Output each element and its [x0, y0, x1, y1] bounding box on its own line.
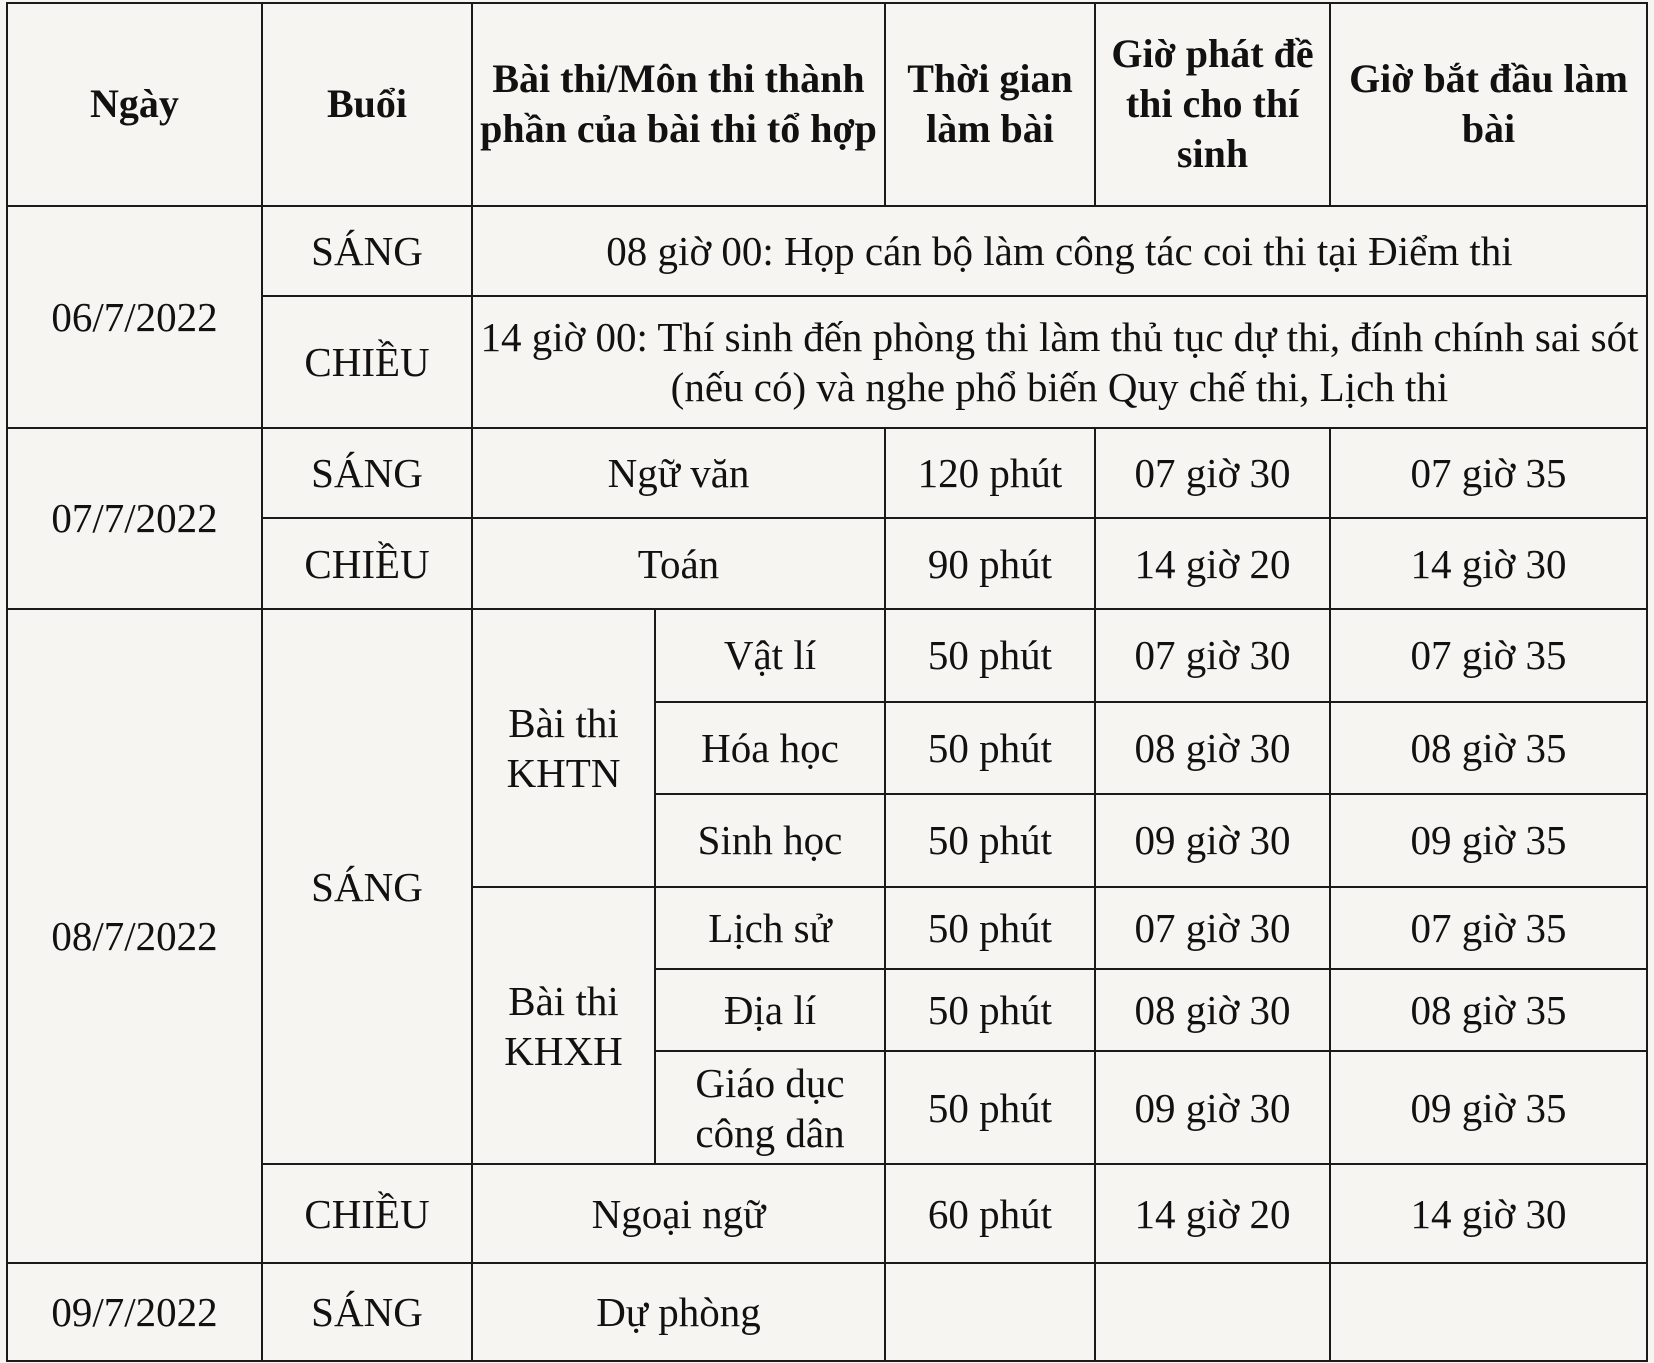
subject-cell: Sinh học — [655, 794, 885, 887]
table-row — [7, 1263, 1647, 1361]
duration-cell: 120 phút — [885, 428, 1095, 519]
note-cell: 08 giờ 00: Họp cán bộ làm công tác coi thi tại Điểm thi — [472, 206, 1647, 297]
duration-cell: 90 phút — [885, 518, 1095, 609]
duration-cell: 50 phút — [885, 887, 1095, 969]
subject-cell: Lịch sử — [655, 887, 885, 969]
start-time-cell: 14 giờ 30 — [1330, 518, 1647, 609]
start-time-cell: 09 giờ 35 — [1330, 1051, 1647, 1164]
subject-cell: Địa lí — [655, 969, 885, 1051]
start-time-cell: 09 giờ 35 — [1330, 794, 1647, 887]
subject-cell: Giáo dục công dân — [655, 1051, 885, 1164]
start-time-cell: 07 giờ 35 — [1330, 887, 1647, 969]
duration-cell: 50 phút — [885, 609, 1095, 702]
table-row — [7, 206, 1647, 297]
session-cell: SÁNG — [262, 1263, 472, 1361]
handout-time-cell: 07 giờ 30 — [1095, 887, 1330, 969]
duration-cell — [885, 1263, 1095, 1361]
subject-cell: Hóa học — [655, 702, 885, 795]
handout-time-cell: 08 giờ 30 — [1095, 702, 1330, 795]
date-cell: 09/7/2022 — [7, 1263, 262, 1361]
start-time-cell: 07 giờ 35 — [1330, 428, 1647, 519]
header-gio-bat-dau: Giờ bắt đầu làm bài — [1330, 3, 1647, 206]
handout-time-cell: 14 giờ 20 — [1095, 518, 1330, 609]
handout-time-cell: 14 giờ 20 — [1095, 1164, 1330, 1263]
handout-time-cell: 09 giờ 30 — [1095, 1051, 1330, 1164]
header-mon-thi: Bài thi/Môn thi thành phần của bài thi tổ hợp — [472, 3, 885, 206]
subject-cell: Dự phòng — [472, 1263, 885, 1361]
session-cell: SÁNG — [262, 428, 472, 519]
duration-cell: 50 phút — [885, 794, 1095, 887]
table-row — [7, 609, 1647, 702]
start-time-cell: 08 giờ 35 — [1330, 702, 1647, 795]
header-buoi: Buổi — [262, 3, 472, 206]
session-cell: CHIỀU — [262, 518, 472, 609]
start-time-cell — [1330, 1263, 1647, 1361]
handout-time-cell: 09 giờ 30 — [1095, 794, 1330, 887]
subject-cell: Ngoại ngữ — [472, 1164, 885, 1263]
duration-cell: 60 phút — [885, 1164, 1095, 1263]
duration-cell: 50 phút — [885, 969, 1095, 1051]
exam-schedule-table — [6, 2, 1648, 1362]
subject-cell: Toán — [472, 518, 885, 609]
session-cell: CHIỀU — [262, 296, 472, 428]
header-thoi-gian: Thời gian làm bài — [885, 3, 1095, 206]
note-cell: 14 giờ 00: Thí sinh đến phòng thi làm thủ tục dự thi, đính chính sai sót (nếu có) và nghe phổ biến Quy chế thi, Lịch thi — [472, 296, 1647, 428]
date-cell: 07/7/2022 — [7, 428, 262, 609]
subject-cell: Vật lí — [655, 609, 885, 702]
khtn-group-cell: Bài thi KHTN — [472, 609, 655, 887]
header-row — [7, 3, 1647, 206]
session-cell: SÁNG — [262, 609, 472, 1164]
session-cell: CHIỀU — [262, 1164, 472, 1263]
khxh-group-cell: Bài thi KHXH — [472, 887, 655, 1165]
date-cell: 08/7/2022 — [7, 609, 262, 1263]
subject-cell: Ngữ văn — [472, 428, 885, 519]
table-row — [7, 428, 1647, 519]
start-time-cell: 14 giờ 30 — [1330, 1164, 1647, 1263]
duration-cell: 50 phút — [885, 1051, 1095, 1164]
duration-cell: 50 phút — [885, 702, 1095, 795]
handout-time-cell: 07 giờ 30 — [1095, 609, 1330, 702]
start-time-cell: 07 giờ 35 — [1330, 609, 1647, 702]
header-ngay: Ngày — [7, 3, 262, 206]
start-time-cell: 08 giờ 35 — [1330, 969, 1647, 1051]
header-gio-phat-de: Giờ phát đề thi cho thí sinh — [1095, 3, 1330, 206]
date-cell: 06/7/2022 — [7, 206, 262, 428]
handout-time-cell: 08 giờ 30 — [1095, 969, 1330, 1051]
session-cell: SÁNG — [262, 206, 472, 297]
handout-time-cell — [1095, 1263, 1330, 1361]
handout-time-cell: 07 giờ 30 — [1095, 428, 1330, 519]
